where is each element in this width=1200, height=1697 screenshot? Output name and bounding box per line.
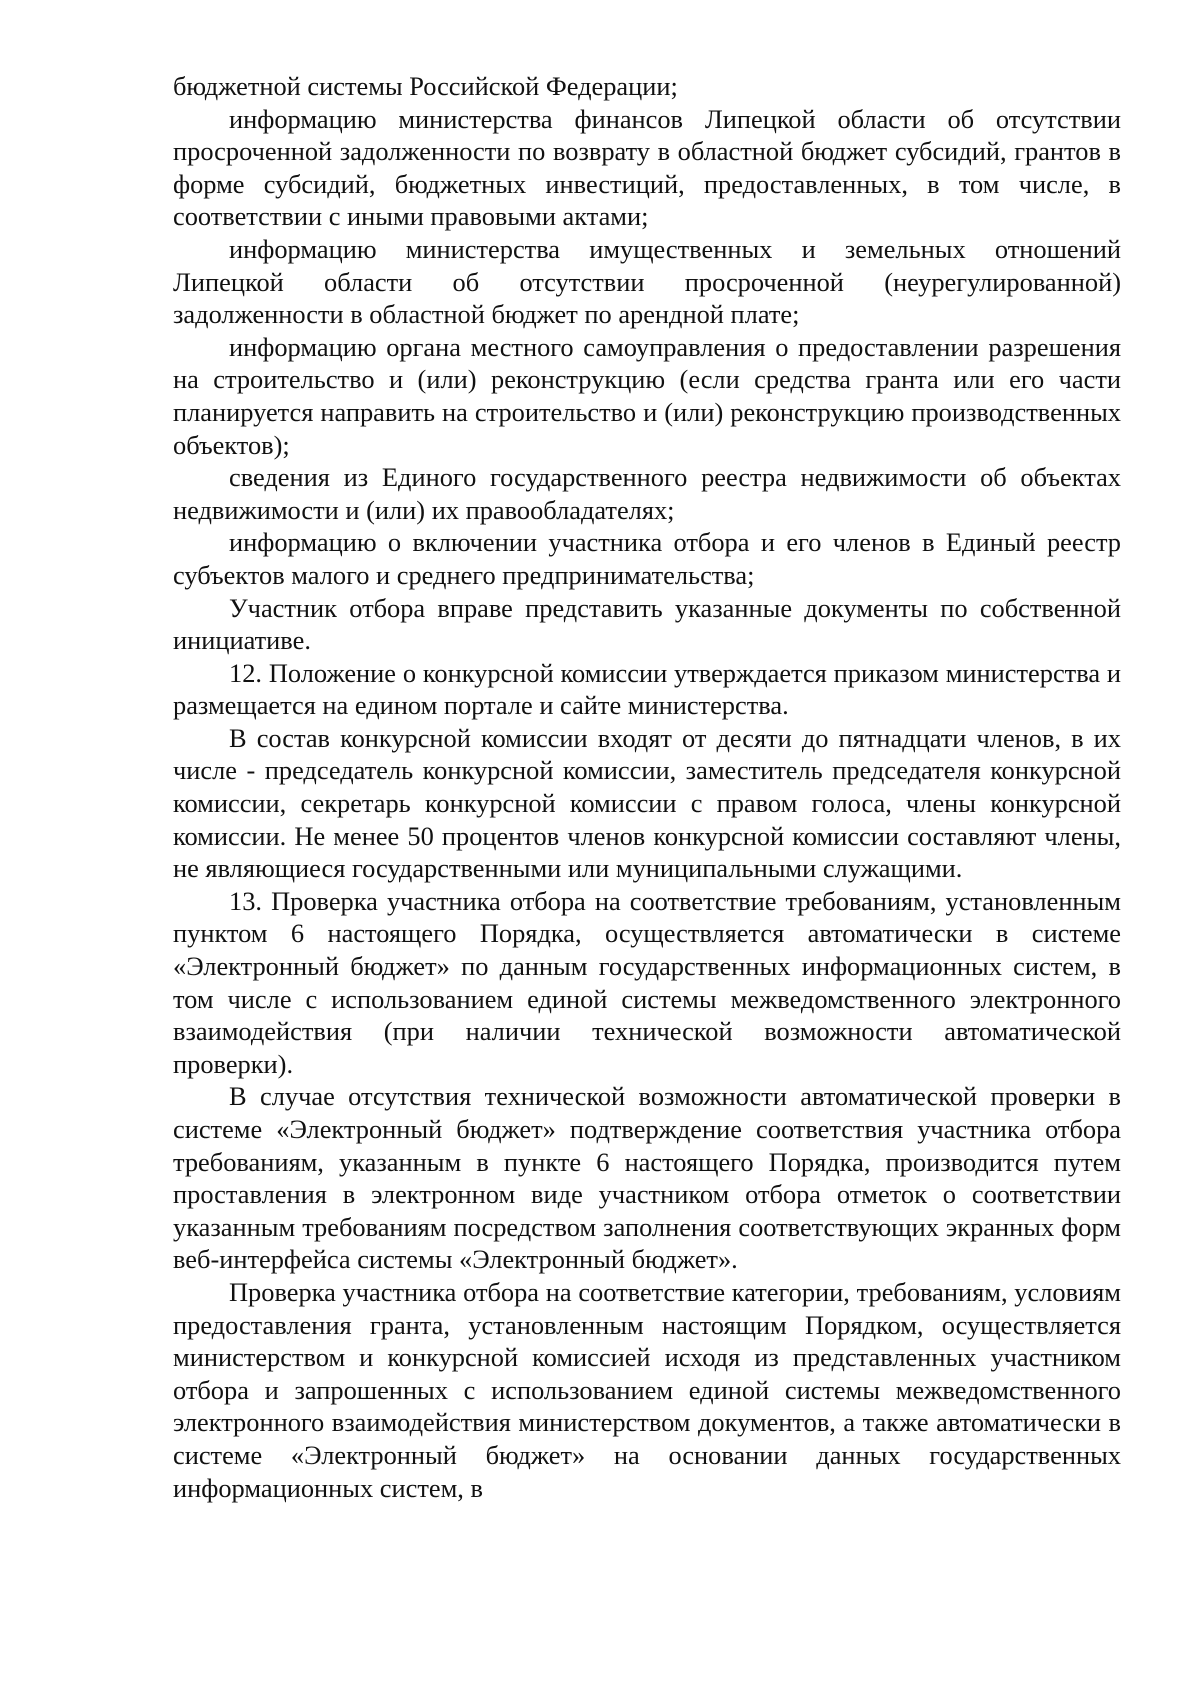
- paragraph-continuation: бюджетной системы Российской Федерации;: [173, 71, 678, 101]
- paragraph-property-ministry-info: информацию министерства имущественных и земельных отношений Липецкой области об отсутствии просроченной (неурегулированной) задолженности в областной бюджет по арендной плате;: [173, 233, 1121, 330]
- document-body: [173, 70, 1121, 1504]
- paragraph-no-automatic-check: В случае отсутствия технической возможности автоматической проверки в системе «Электронный бюджет» подтверждение соответствия участника отбора требованиям, указанным в пункте 6 настоящего Порядка, производится путем проставления в электронном виде участником отбора отметок о соответствии указанным требованиям посредством заполнения соответствующих экранных форм веб-интерфейса системы «Электронный бюджет».: [173, 1081, 1121, 1275]
- paragraph-own-initiative: Участник отбора вправе представить указанные документы по собственной инициативе.: [173, 592, 1121, 656]
- paragraph-item-13: 13. Проверка участника отбора на соответствие требованиям, установленным пунктом 6 настоящего Порядка, осуществляется автоматически в системе «Электронный бюджет» по данным государственных информационных систем, в том числе с использованием единой системы межведомственного электронного взаимодействия (при наличии технической возможности автоматической проверки).: [173, 885, 1121, 1079]
- paragraph-sme-registry: информацию о включении участника отбора и его членов в Единый реестр субъектов малого и среднего предпринимательства;: [173, 527, 1121, 590]
- paragraph-item-12: 12. Положение о конкурсной комиссии утверждается приказом министерства и размещается на едином портале и сайте министерства.: [173, 657, 1121, 721]
- paragraph-real-estate-registry: сведения из Единого государственного реестра недвижимости об объектах недвижимости и (или) их правообладателях;: [173, 462, 1121, 525]
- paragraph-finance-ministry-info: информацию министерства финансов Липецкой области об отсутствии просроченной задолженности по возврату в областной бюджет субсидий, грантов в форме субсидий, бюджетных инвестиций, предоставленных, в том числе, в соответствии с иными правовыми актами;: [173, 103, 1121, 232]
- paragraph-construction-permit-info: информацию органа местного самоуправления о предоставлении разрешения на строительство и (или) реконструкцию (если средства гранта или его части планируется направить на строительство и (или) реконструкцию производственных объектов);: [173, 331, 1121, 460]
- paragraph-commission-composition: В состав конкурсной комиссии входят от десяти до пятнадцати членов, в их числе - председатель конкурсной комиссии, заместитель председателя конкурсной комиссии, секретарь конкурсной комиссии с правом голоса, члены конкурсной комиссии. Не менее 50 процентов членов конкурсной комиссии составляют члены, не являющиеся государственными или муниципальными служащими.: [173, 722, 1121, 884]
- paragraph-participant-verification: Проверка участника отбора на соответствие категории, требованиям, условиям предоставления гранта, установленным настоящим Порядком, осуществляется министерством и конкурсной комиссией исходя из представленных участником отбора и запрошенных с использованием единой системы межведомственного электронного взаимодействия министерством документов, а также автоматически в системе «Электронный бюджет» на основании данных государственных информационных систем, в: [173, 1276, 1121, 1503]
